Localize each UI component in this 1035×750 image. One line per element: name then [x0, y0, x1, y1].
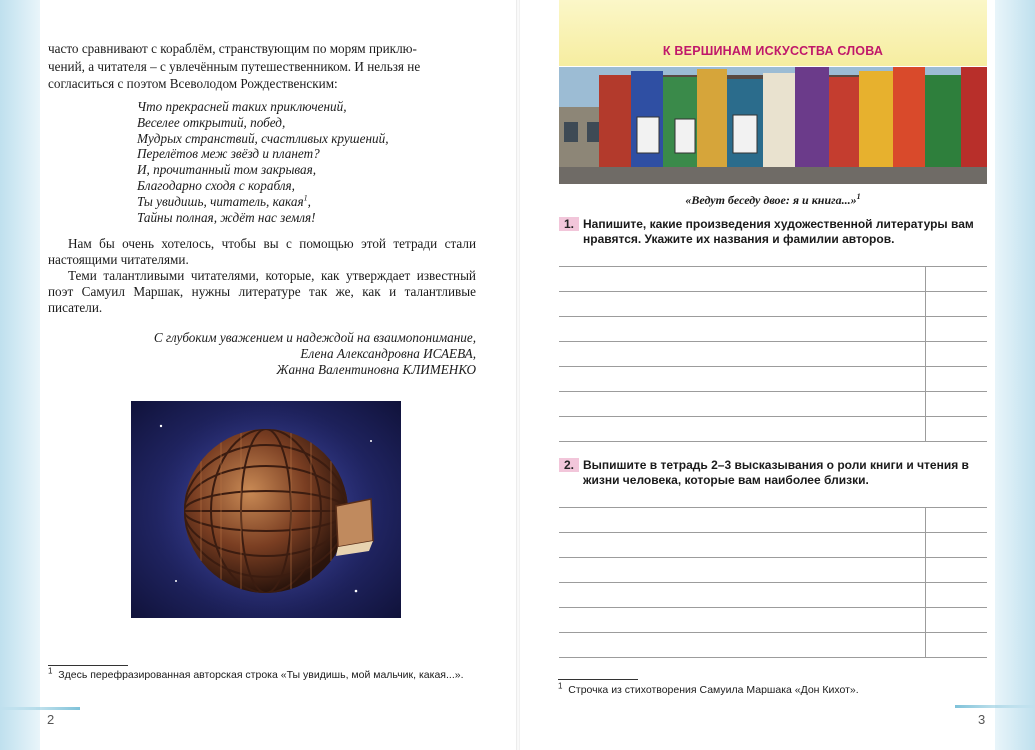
- paragraph: Теми талантливыми читателями, которые, как утверждает известный поэт Самуил Маршак, нужны литературе так же, как и талантливые писатели.: [48, 268, 476, 315]
- answer-line: [559, 632, 987, 633]
- signature-line: Елена Александровна ИСАЕВА,: [300, 346, 476, 361]
- answer-line: [559, 657, 987, 658]
- answer-line: [559, 507, 987, 508]
- answer-line: [559, 532, 987, 533]
- answer-column-divider: [925, 507, 926, 657]
- footnote-text: Строчка из стихотворения Самуила Маршака «Дон Кихот».: [568, 684, 859, 696]
- answer-line: [559, 266, 987, 267]
- answer-line: [559, 391, 987, 392]
- task-2: [559, 458, 989, 487]
- signature-line: Жанна Валентиновна КЛИМЕНКО: [276, 362, 476, 377]
- task-text: Выпишите в тетрадь 2–3 высказывания о роли книги и чтения в жизни человека, которые вам наиболее близки.: [583, 458, 969, 487]
- footnote-marker: 1: [856, 192, 861, 201]
- page-number-left: 2: [47, 712, 55, 727]
- footnote-left: [48, 668, 476, 682]
- page-number-right: 3: [978, 712, 986, 727]
- book-gutter: [516, 0, 520, 750]
- intro-line: часто сравнивают с кораблём, странствующим по морям приклю-: [48, 41, 417, 56]
- answer-line: [559, 316, 987, 317]
- book-globe-illustration: [131, 401, 401, 618]
- paragraph: Нам бы очень хотелось, чтобы вы с помощью этой тетради стали настоящими читателями.: [48, 236, 476, 267]
- poem: [137, 99, 389, 225]
- authors-signature: [154, 330, 476, 378]
- epigraph: [559, 193, 987, 208]
- footnote-text: Здесь перефразированная авторская строка «Ты увидишь, мой мальчик, какая...».: [58, 669, 464, 681]
- left-page-edge: [0, 0, 40, 750]
- answer-column-divider: [925, 266, 926, 441]
- poem-line: Тайны полная, ждёт нас земля!: [137, 209, 316, 225]
- poem-line: Что прекрасней таких приключений,: [137, 99, 347, 114]
- intro-line: чений, а читателя – с увлечённым путешественником. И нельзя не: [48, 58, 421, 74]
- right-page-edge: [995, 0, 1035, 750]
- poem-line: Мудрых странствий, счастливых крушений,: [137, 130, 389, 146]
- footnote-marker: 1: [303, 193, 308, 203]
- closing-paragraphs: [48, 236, 476, 316]
- intro-line: согласиться с поэтом Всеволодом Рождественским:: [48, 76, 338, 91]
- answer-line: [559, 557, 987, 558]
- answer-line: [559, 291, 987, 292]
- epigraph-text: «Ведут беседу двое: я и книга...»: [685, 193, 857, 207]
- task-number: 1.: [559, 217, 579, 231]
- page-bar-right: [955, 705, 1035, 708]
- footnote-right: [558, 683, 986, 697]
- footnote-rule: [558, 679, 638, 680]
- footnote-marker: 1: [558, 681, 563, 691]
- poem-line: И, прочитанный том закрывая,: [137, 162, 317, 178]
- answer-line: [559, 416, 987, 417]
- footnote-rule: [48, 665, 128, 666]
- task-text: Напишите, какие произведения художественной литературы вам нравятся. Укажите их названия и фамилии авторов.: [583, 217, 974, 246]
- answer-line: [559, 441, 987, 442]
- poem-line: Благодарно сходя с корабля,: [137, 177, 295, 193]
- task-1: [559, 217, 989, 246]
- poem-line: Перелётов меж звёзд и планет?: [137, 146, 320, 162]
- answer-line: [559, 366, 987, 367]
- section-title: К ВЕРШИНАМ ИСКУССТВА СЛОВА: [662, 44, 884, 58]
- answer-line: [559, 607, 987, 608]
- poem-line: Веселее открытий, побед,: [137, 114, 286, 130]
- answer-line: [559, 341, 987, 342]
- answer-line: [559, 582, 987, 583]
- task-number: 2.: [559, 458, 579, 472]
- footnote-marker: 1: [48, 666, 53, 676]
- signature-line: С глубоким уважением и надеждой на взаимопонимание,: [153, 330, 476, 345]
- intro-text: [48, 40, 476, 93]
- poem-line-with-note: Ты увидишь, читатель, какая$^1$,: [137, 193, 311, 209]
- book-spines-building-photo: [559, 67, 987, 184]
- page-bar-left: [0, 707, 80, 710]
